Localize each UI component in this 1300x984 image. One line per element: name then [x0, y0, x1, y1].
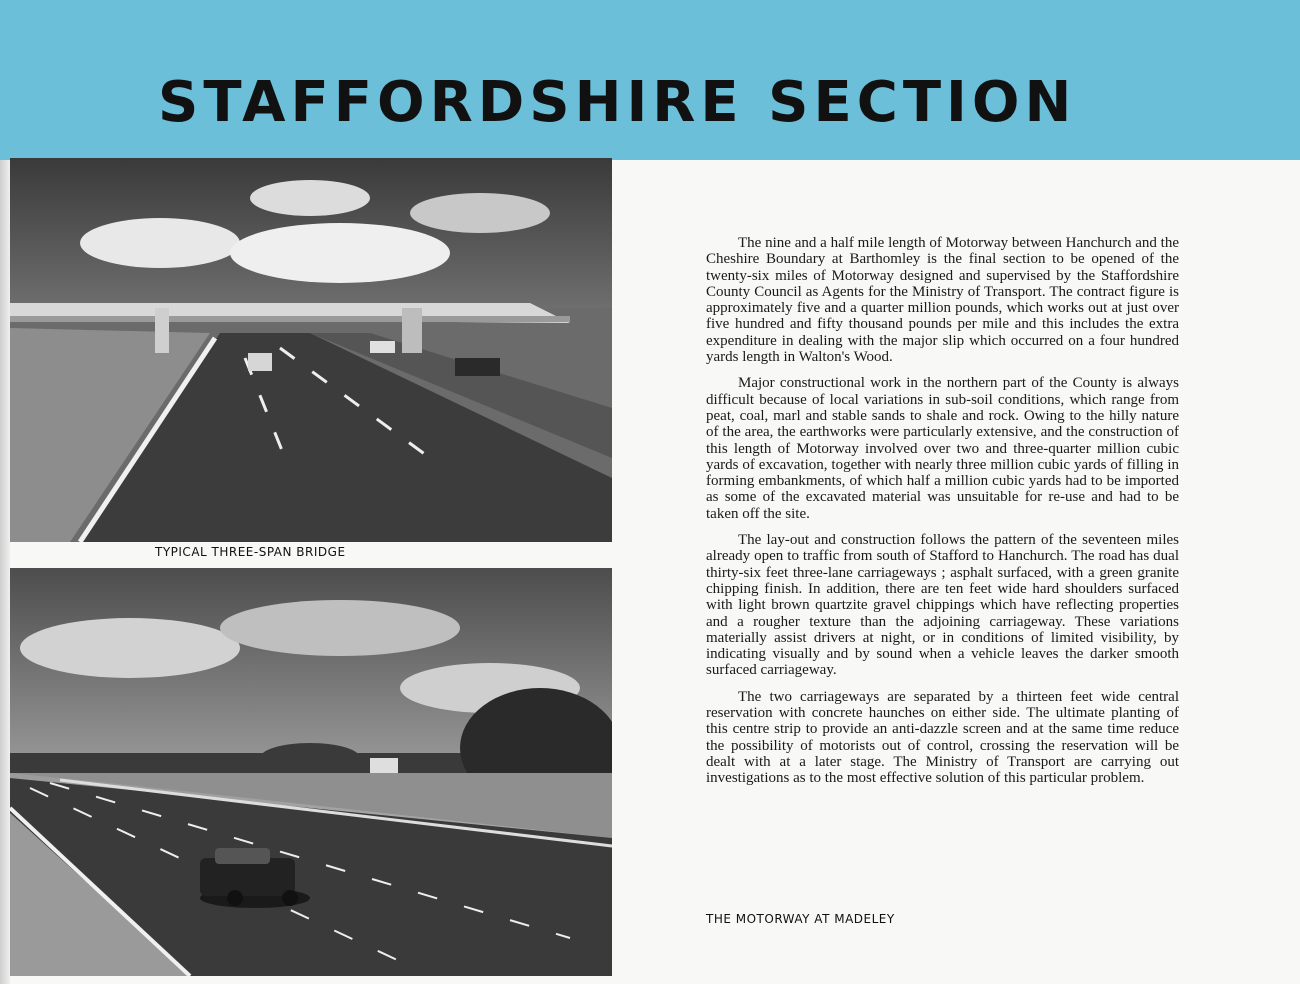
paragraph: The lay-out and construction follows the pattern of the seventeen miles already open to traffic from south of Stafford to Hanchurch. The road has dual thirty-six feet three-lane carriageways ; asphalt surfaced, with a green granite chipping finish. In addition, there are ten feet wide hard shoulders surfaced with light brown quartzite gravel chippings which have reflecting properties and a rougher texture than the adjoining carriageway. These variations materially assist drivers at night, or in conditions of limited visibility, by indicating visually and by sound when a vehicle leaves the darker smooth surfaced carriageway.	[706, 532, 1179, 679]
madeley-photo	[10, 568, 612, 976]
paragraph: Major constructional work in the northern part of the County is always difficult because of local variations in sub-soil conditions, which range from peat, coal, marl and stable sands to shale and rock. Owing to the hilly nature of the area, the earthworks were particularly extensive, and the construction of this length of Motorway involved over two and three-quarter million cubic yards of excavation, together with nearly three million cubic yards of filling in forming embankments, of which half a million cubic yards had to be imported as some of the excavated material was unsuitable for re-use and had to be taken off the site.	[706, 375, 1179, 522]
section-banner	[0, 0, 1300, 160]
paragraph: The nine and a half mile length of Motorway between Hanchurch and the Cheshire Boundary at Barthomley is the final section to be opened of the twenty-six miles of Motorway designed and supervised by the Staffordshire County Council as Agents for the Ministry of Transport. The contract figure is approximately five and a quarter million pounds, which works out at just over five hundred and fifty thousand pounds per mile and this includes the extra expenditure in dealing with the major slip which occurred on a four hundred yards length in Walton's Wood.	[706, 235, 1179, 366]
page-spine	[0, 160, 10, 984]
madeley-photo-caption: THE MOTORWAY AT MADELEY	[706, 912, 895, 926]
paragraph: The two carriageways are separated by a thirteen feet wide central reservation with concrete haunches on either side. The ultimate planting of this centre strip to provide an anti-dazzle screen and at the same time reduce the possibility of motorists out of control, crossing the reservation will be dealt with at a later stage. The Ministry of Transport are carrying out investigations as to the most effective solution of this particular problem.	[706, 688, 1179, 787]
article-body	[706, 235, 1179, 797]
bridge-photo	[10, 158, 612, 542]
bridge-photo-caption: TYPICAL THREE-SPAN BRIDGE	[155, 545, 346, 559]
page-title: STAFFORDSHIRE SECTION	[158, 70, 1077, 135]
